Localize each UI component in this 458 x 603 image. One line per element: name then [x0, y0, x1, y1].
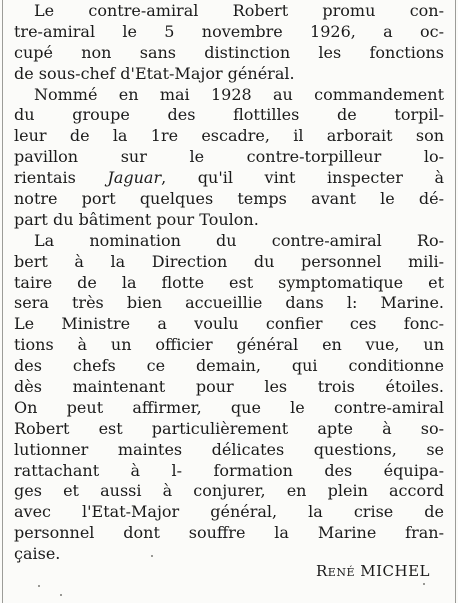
article-line: notre port quelques temps avant le dé-	[14, 189, 444, 209]
article-line: des chefs ce demain, qui conditionne	[14, 356, 444, 376]
article-line: On peut affirmer, que le contre-amiral	[14, 397, 444, 417]
article-line: tions à un officier général en vue, un	[14, 335, 444, 355]
article-line: Le contre-amiral Robert promu con-	[34, 1, 444, 20]
print-speck	[423, 583, 425, 585]
article-line: cupé non sans distinction les fonctions	[14, 42, 444, 62]
print-speck	[151, 555, 153, 557]
article-line: part du bâtiment pour Toulon.	[14, 209, 259, 229]
print-speck	[60, 594, 62, 596]
article-line: du groupe des flottilles de torpil-	[14, 105, 444, 125]
article-line: ges et aussi à conjurer, en plein accord	[14, 481, 444, 501]
article-line: lutionner maintes délicates questions, se	[14, 439, 444, 459]
left-column-rule	[2, 0, 3, 603]
print-speck	[38, 585, 40, 587]
article-line: çaise.	[14, 544, 61, 564]
article-line: sera très bien accueillie dans l: Marine.	[14, 293, 444, 313]
article-body	[14, 1, 444, 565]
article-line: rientais Jaguar, qu'il vint inspecter à	[14, 168, 444, 188]
article-line: taire de la flotte est symptomatique et	[14, 272, 444, 292]
article-line: dès maintenant pour les trois étoiles.	[14, 377, 444, 397]
article-line: bert à la Direction du personnel mili-	[14, 251, 444, 271]
article-line: leur de la 1re escadre, il arborait son	[14, 126, 444, 146]
right-column-rule	[455, 0, 456, 603]
article-line: de sous-chef d'Etat-Major général.	[14, 63, 295, 83]
article-line: tre-amiral le 5 novembre 1926, a oc-	[14, 21, 444, 41]
article-line: Le Ministre a voulu confier ces fonc-	[14, 314, 444, 334]
article-line: Nommé en mai 1928 au commandement	[34, 84, 444, 104]
article-line: Robert est particulièrement apte à so-	[14, 418, 444, 438]
article-line: pavillon sur le contre-torpilleur lo-	[14, 147, 444, 167]
article-line: rattachant à l- formation des équipa-	[14, 460, 444, 480]
article-line: personnel dont souffre la Marine fran-	[14, 523, 444, 543]
article-line: La nomination du contre-amiral Ro-	[34, 230, 444, 250]
author-signature: René MICHEL	[316, 562, 430, 580]
article-line: avec l'Etat-Major général, la crise de	[14, 502, 444, 522]
